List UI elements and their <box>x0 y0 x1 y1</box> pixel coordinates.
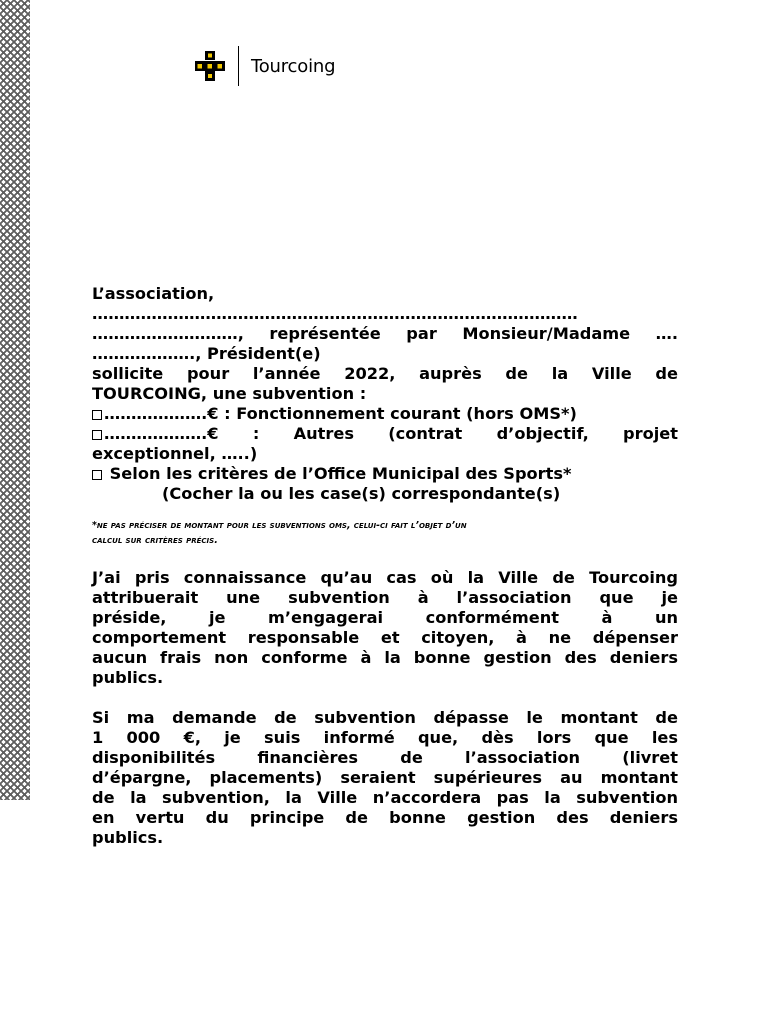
city-line: TOURCOING, une subvention : <box>92 384 367 403</box>
disclosure-line-4: d’épargne, placements) seraient supérieures au montant <box>92 768 678 787</box>
option-other-label: ……………….€ : Autres (contrat d’objectif, projet <box>104 424 678 443</box>
disclosure-line-5: de la subvention, la Ville n’accordera pas la subvention <box>92 788 678 807</box>
commitment-line-4: comportement responsable et citoyen, à ne dépenser <box>92 628 678 647</box>
disclosure-line-3: disponibilités financières de l’association (livret <box>92 748 678 767</box>
option-operating-costs-label: ……………….€ : Fonctionnement courant (hors OMS*) <box>104 404 577 423</box>
option-oms-criteria <box>92 464 678 484</box>
option-other-row <box>92 424 678 444</box>
oms-footnote-line-2: calcul sur critères précis. <box>92 535 218 546</box>
checkbox-operating-costs[interactable] <box>92 410 102 420</box>
logo-wordmark: Tourcoing <box>251 55 336 77</box>
commitment-line-2: attribuerait une subvention à l’association que je <box>92 588 678 607</box>
oms-footnote <box>92 518 678 548</box>
commitment-line-6: publics. <box>92 668 164 687</box>
option-oms-criteria-label: Selon les critères de l’Office Municipal des Sports* <box>104 464 572 483</box>
association-name-blank: ……………………………………………………………………………… <box>92 304 578 323</box>
disclosure-line-2: 1 000 €, je suis informé que, dès lors que les <box>92 728 678 747</box>
logo-divider <box>238 46 239 86</box>
decorative-cross-border <box>0 0 30 800</box>
disclosure-line-7: publics. <box>92 828 164 847</box>
association-label: L’association, <box>92 284 215 303</box>
commitment-line-3: préside, je m’engagerai conformément à un <box>92 608 678 627</box>
tourcoing-emblem-icon <box>192 48 228 84</box>
disclosure-line-1: Si ma demande de subvention dépasse le montant de <box>92 708 678 727</box>
commitment-line-1: J’ai pris connaissance qu’au cas où la Ville de Tourcoing <box>92 568 678 587</box>
request-line: sollicite pour l’année 2022, auprès de la Ville de <box>92 364 678 383</box>
option-operating-costs <box>92 404 678 424</box>
option-other <box>92 424 678 464</box>
checkbox-instruction: (Cocher la ou les case(s) correspondante(s) <box>162 484 561 503</box>
commitment-paragraph <box>92 568 678 688</box>
oms-footnote-line-1: *ne pas préciser de montant pour les subventions oms, celui-ci fait l’objet d’un <box>92 520 467 531</box>
representative-line: ………………………, représentée par Monsieur/Madame …. <box>92 324 678 343</box>
option-other-continued: exceptionnel, …..) <box>92 444 258 463</box>
checkbox-other[interactable] <box>92 430 102 440</box>
checkbox-oms-criteria[interactable] <box>92 470 102 480</box>
financial-disclosure-paragraph <box>92 708 678 848</box>
commitment-line-5: aucun frais non conforme à la bonne gestion des deniers <box>92 648 678 667</box>
disclosure-line-6: en vertu du principe de bonne gestion des deniers <box>92 808 678 827</box>
subsidy-request-form <box>92 284 678 848</box>
president-line: ………………., Président(e) <box>92 344 321 363</box>
tourcoing-logo <box>192 46 335 86</box>
